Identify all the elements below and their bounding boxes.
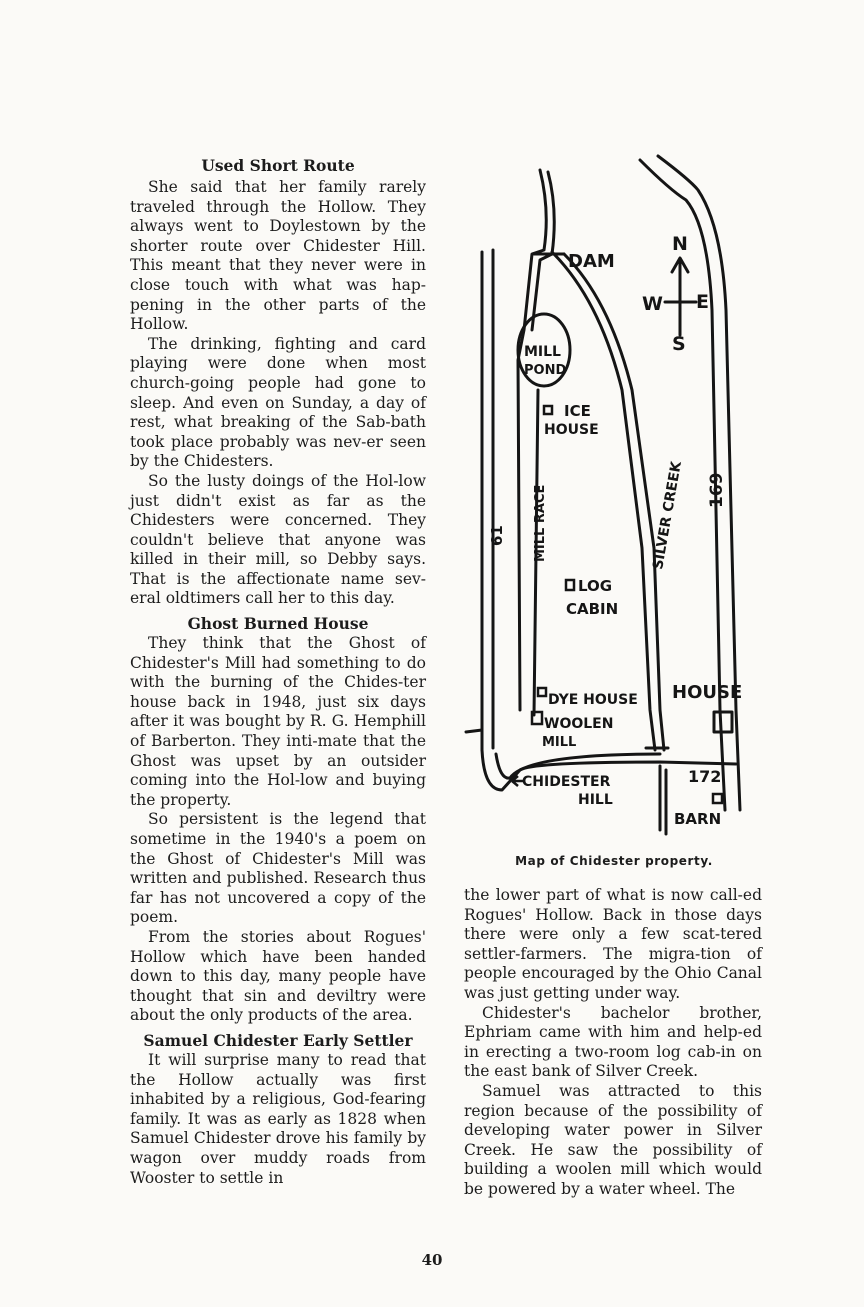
compass-west-label: W: [642, 293, 663, 315]
map-label-mill: MILL: [524, 344, 561, 360]
paragraph: So persistent is the legend that sometime in the 1940's a poem on the Ghost of Chidester's Mill was written and published. Research thus far has not uncovered a copy of the poem.: [130, 810, 426, 927]
paragraph: So the lusty doings of the Hol-low just didn't exist as far as the Chidesters were concerned. They couldn't believe that anyone was killed in their mill, so Debby says. That is the affectionate name sev-eral oldtimers call her to this day.: [130, 471, 426, 608]
map-drawing: [460, 150, 770, 840]
map-label-woolen: WOOLEN: [544, 716, 614, 732]
log-cabin-symbol: [566, 580, 574, 590]
paragraph: From the stories about Rogues' Hollow which have been handed down to this day, many people have thought that sin and deviltry were about the only products of the area.: [130, 927, 426, 1025]
map-label-woolen-mill: MILL: [542, 735, 577, 750]
house-symbol: [714, 712, 732, 732]
dye-house-symbol: [538, 688, 546, 696]
map-label-route-169: 169: [707, 472, 727, 508]
silver-creek-line: [552, 252, 655, 750]
map-label-dam: DAM: [568, 251, 615, 272]
map-label-hill: HILL: [578, 792, 613, 808]
section-heading-used-short-route: Used Short Route: [201, 156, 355, 175]
page-number: 40: [421, 1251, 443, 1269]
map-label-house: HOUSE: [672, 682, 743, 703]
map-label-ice-house: HOUSE: [544, 422, 599, 438]
map-label-log: LOG: [578, 577, 613, 595]
compass-south-label: S: [672, 333, 686, 355]
paragraph: Chidester's bachelor brother, Ephriam came with him and help-ed in erecting a two-room log cab-in on the east bank of Silver Creek.: [464, 1003, 762, 1081]
map-label-route-61: 61: [488, 525, 506, 546]
paragraph: She said that her family rarely traveled through the Hollow. They always went to Doylestown by the shorter route over Chidester Hill. This meant that they never were in close touch with what was hap-pening in the other parts of the Hollow.: [130, 178, 426, 334]
paragraph: the lower part of what is now call-ed Rogues' Hollow. Back in those days there were only a few scat-tered settler-farmers. The migra-tion of people encouraged by the Ohio Canal was just getting under way.: [464, 886, 762, 1002]
mill-race-line: [518, 170, 546, 710]
barn-symbol: [713, 794, 722, 803]
map-caption: Map of Chidester property.: [515, 854, 713, 868]
road-spur: [466, 730, 482, 732]
section-heading-ghost-burned-house: Ghost Burned House: [187, 614, 369, 634]
map-label-mill-race: MILL RACE: [533, 484, 548, 562]
right-column: [464, 886, 762, 1200]
map-label-cabin: CABIN: [566, 600, 619, 618]
compass-east-label: E: [696, 291, 709, 313]
map-label-silver-creek: SILVER CREEK: [650, 460, 685, 571]
paragraph: It will surprise many to read that the Hollow actually was first inhabited by a religious, God-fearing family. It was as early as 1828 when Samuel Chidester drove his family by wagon over muddy roads from Wooster to settle in: [130, 1050, 426, 1187]
map-label-pond: POND: [524, 363, 567, 378]
map-label-ice: ICE: [564, 402, 591, 420]
section-heading-samuel-chidester: Samuel Chidester Early Settler: [143, 1030, 413, 1050]
ice-house-symbol: [544, 406, 552, 414]
paragraph: Samuel was attracted to this region because of the possibility of developing water power in Silver Creek. He saw the possibility of building a woolen mill which would be powered by a water wheel. The: [464, 1081, 762, 1198]
map-label-chidester: CHIDESTER: [522, 774, 611, 790]
paragraph: The drinking, fighting and card playing were done when most church-going people had gone to sleep. And even on Sunday, a day of rest, what breaking of the Sab-bath took place probably was nev-er seen by the Chidesters.: [130, 334, 426, 471]
map-label-barn: BARN: [674, 810, 722, 828]
map-label-route-172: 172: [688, 767, 722, 786]
left-column: [130, 156, 426, 1188]
compass-north-label: N: [672, 233, 688, 255]
paragraph: They think that the Ghost of Chidester's Mill had something to do with the burning of the Chides-ter house back in 1948, just six days after it was bought by R. G. Hemphill of Barberton. They inti-mate that the Ghost was upset by an outsider coming into the Hol-low and buying the property.: [130, 634, 426, 809]
map-label-dye-house: DYE HOUSE: [548, 692, 638, 708]
hand-drawn-property-map: [460, 150, 770, 840]
